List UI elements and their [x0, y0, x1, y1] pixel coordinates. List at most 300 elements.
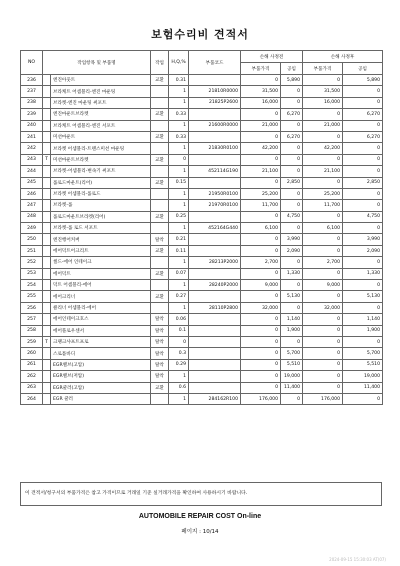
cell-pa: 176,000	[303, 393, 343, 404]
cell-work: 탈착	[151, 348, 169, 359]
cell-no: 255	[21, 291, 43, 302]
cell-t	[43, 393, 51, 404]
cell-la: 6,270	[343, 131, 383, 142]
table-row	[21, 257, 383, 268]
cell-pa: 0	[303, 268, 343, 279]
cell-no: 245	[21, 177, 43, 188]
cell-work: 교환	[151, 75, 169, 86]
cell-pb: 0	[241, 245, 281, 256]
table-row	[21, 109, 383, 120]
cell-pa: 21,100	[303, 166, 343, 177]
cell-hq: 0.3	[169, 348, 189, 359]
cell-item: 덕트 어셈블리-에어	[51, 280, 151, 291]
cell-no: 259	[21, 336, 43, 347]
table-row	[21, 223, 383, 234]
cell-pb: 0	[241, 131, 281, 142]
document-title: 보험수리비 견적서	[151, 28, 249, 41]
cell-pb: 9,000	[241, 280, 281, 291]
cell-lb: 5,130	[281, 291, 303, 302]
cell-pa: 0	[303, 245, 343, 256]
cell-pa: 31,500	[303, 86, 343, 97]
cell-pb: 6,100	[241, 223, 281, 234]
cell-la: 0	[343, 188, 383, 199]
cell-pb: 0	[241, 109, 281, 120]
cell-hq: 0	[169, 154, 189, 165]
col-no: NO	[21, 51, 43, 75]
estimate-table	[20, 50, 383, 405]
col-code: 부품코드	[189, 51, 241, 75]
cell-pb: 25,200	[241, 188, 281, 199]
cell-pa: 32,000	[303, 302, 343, 313]
cell-code: 28213P2000	[189, 257, 241, 268]
cell-item: EGR쿨러(고압)	[51, 382, 151, 393]
cell-hq: 0.07	[169, 268, 189, 279]
cell-item: 브라켓 어셈블리-트랜스미션 마운팅	[51, 143, 151, 154]
cell-hq: 1	[169, 393, 189, 404]
cell-hq: 0.33	[169, 131, 189, 142]
cell-hq: 1	[169, 223, 189, 234]
cell-pb: 0	[241, 382, 281, 393]
cell-work: 교환	[151, 268, 169, 279]
cell-item: 에어크리너	[51, 291, 151, 302]
cell-code: 452114G190	[189, 166, 241, 177]
cell-hq: 1	[169, 302, 189, 313]
cell-pa: 0	[303, 325, 343, 336]
cell-t	[43, 257, 51, 268]
col-after-labor: 공임	[343, 63, 383, 75]
cell-hq: 0.27	[169, 291, 189, 302]
cell-la: 2,850	[343, 177, 383, 188]
cell-work	[151, 200, 169, 211]
cell-la: 0	[343, 393, 383, 404]
table-row	[21, 188, 383, 199]
cell-la: 0	[343, 280, 383, 291]
cell-pb: 0	[241, 336, 281, 347]
cell-la: 0	[343, 86, 383, 97]
cell-item: 브라켓-엔진 마운팅 써포트	[51, 97, 151, 108]
cell-item: 엔진마운트브라켓	[51, 109, 151, 120]
cell-no: 241	[21, 131, 43, 142]
cell-la: 19,000	[343, 371, 383, 382]
cell-work	[151, 143, 169, 154]
cell-work	[151, 120, 169, 131]
cell-code	[189, 154, 241, 165]
cell-pa: 0	[303, 211, 343, 222]
cell-hq: 1	[169, 166, 189, 177]
cell-la: 0	[343, 154, 383, 165]
cell-la: 5,130	[343, 291, 383, 302]
col-after: 손해 사정후	[303, 51, 383, 63]
cell-no: 258	[21, 325, 43, 336]
cell-t	[43, 234, 51, 245]
table-row	[21, 291, 383, 302]
cell-pa: 0	[303, 177, 343, 188]
cell-lb: 0	[281, 280, 303, 291]
cell-code: 284162R100	[189, 393, 241, 404]
table-row	[21, 268, 383, 279]
cell-t	[43, 291, 51, 302]
cell-pa: 25,200	[303, 188, 343, 199]
cell-pa: 2,700	[303, 257, 343, 268]
cell-la: 0	[343, 97, 383, 108]
cell-code	[189, 348, 241, 359]
table-row	[21, 382, 383, 393]
cell-lb: 0	[281, 302, 303, 313]
cell-t	[43, 348, 51, 359]
cell-no: 261	[21, 359, 43, 370]
cell-la: 0	[343, 302, 383, 313]
cell-no: 262	[21, 371, 43, 382]
cell-pb: 42,200	[241, 143, 281, 154]
cell-la: 3,990	[343, 234, 383, 245]
table-row	[21, 280, 383, 291]
col-item: 작업항목 및 부품명	[43, 51, 151, 75]
cell-item: EGR 쿨러	[51, 393, 151, 404]
cell-item: 브라켓-어셈블리-변속기 써포트	[51, 166, 151, 177]
cell-pa: 0	[303, 314, 343, 325]
cell-lb: 0	[281, 257, 303, 268]
cell-hq: 1	[169, 257, 189, 268]
cell-work: 탈착	[151, 314, 169, 325]
cell-pb: 0	[241, 314, 281, 325]
cell-pa: 0	[303, 382, 343, 393]
cell-hq: 1	[169, 120, 189, 131]
cell-no: 254	[21, 280, 43, 291]
cell-hq: 0.6	[169, 382, 189, 393]
cell-work	[151, 166, 169, 177]
cell-item: EGR밸브(저압)	[51, 371, 151, 382]
cell-code	[189, 131, 241, 142]
cell-no: 240	[21, 120, 43, 131]
cell-no: 247	[21, 200, 43, 211]
cell-work	[151, 257, 169, 268]
cell-hq: 0.1	[169, 325, 189, 336]
cell-t	[43, 200, 51, 211]
table-body	[21, 75, 383, 405]
cell-code	[189, 314, 241, 325]
table-row	[21, 359, 383, 370]
cell-pb: 0	[241, 371, 281, 382]
cell-work: 교환	[151, 131, 169, 142]
cell-no: 239	[21, 109, 43, 120]
cell-hq: 0	[169, 336, 189, 347]
cell-t	[43, 211, 51, 222]
cell-code	[189, 245, 241, 256]
cell-t	[43, 382, 51, 393]
cell-t	[43, 314, 51, 325]
cell-no: 246	[21, 188, 43, 199]
cell-work: 교환	[151, 245, 169, 256]
table-row	[21, 154, 383, 165]
cell-lb: 6,270	[281, 131, 303, 142]
cell-no: 253	[21, 268, 43, 279]
cell-code	[189, 109, 241, 120]
cell-code: 21600R0000	[189, 120, 241, 131]
cell-no: 251	[21, 245, 43, 256]
cell-pa: 0	[303, 291, 343, 302]
cell-hq: 1	[169, 371, 189, 382]
cell-pb: 21,000	[241, 120, 281, 131]
cell-code: 21830R0100	[189, 143, 241, 154]
cell-no: 249	[21, 223, 43, 234]
cell-pa: 0	[303, 131, 343, 142]
cell-t	[43, 280, 51, 291]
cell-lb: 0	[281, 86, 303, 97]
table-row	[21, 97, 383, 108]
table-row	[21, 200, 383, 211]
cell-lb: 2,850	[281, 177, 303, 188]
cell-code: 21950R0100	[189, 188, 241, 199]
cell-hq: 1	[169, 200, 189, 211]
table-row	[21, 75, 383, 86]
table-row	[21, 302, 383, 313]
cell-lb: 19,000	[281, 371, 303, 382]
cell-t	[43, 166, 51, 177]
table-row	[21, 325, 383, 336]
page-number: 페이지 : 10/14	[181, 529, 219, 535]
table-row	[21, 245, 383, 256]
cell-lb: 0	[281, 188, 303, 199]
cell-lb: 6,270	[281, 109, 303, 120]
cell-code	[189, 268, 241, 279]
cell-lb: 0	[281, 97, 303, 108]
cell-hq: 1	[169, 97, 189, 108]
col-before: 손해 사정전	[241, 51, 303, 63]
cell-hq: 0.31	[169, 75, 189, 86]
cell-lb: 0	[281, 143, 303, 154]
cell-la: 5,510	[343, 359, 383, 370]
cell-code	[189, 371, 241, 382]
cell-no: 248	[21, 211, 43, 222]
cell-item: 미션마운트브라켓	[51, 154, 151, 165]
cell-lb: 3,990	[281, 234, 303, 245]
cell-pa: 11,700	[303, 200, 343, 211]
cell-code: 21970R0100	[189, 200, 241, 211]
cell-hq: 1	[169, 280, 189, 291]
cell-item: 에어덕트어크리트	[51, 245, 151, 256]
cell-pb: 2,700	[241, 257, 281, 268]
cell-pb: 0	[241, 359, 281, 370]
cell-code	[189, 291, 241, 302]
table-row	[21, 336, 383, 347]
cell-item: 롤로드마운트브라켓(리어)	[51, 211, 151, 222]
cell-lb: 4,750	[281, 211, 303, 222]
cell-pb: 0	[241, 234, 281, 245]
cell-la: 1,330	[343, 268, 383, 279]
cell-pa: 0	[303, 75, 343, 86]
cell-pb: 0	[241, 154, 281, 165]
cell-code	[189, 325, 241, 336]
cell-pa: 0	[303, 359, 343, 370]
cell-t	[43, 223, 51, 234]
cell-lb: 5,510	[281, 359, 303, 370]
cell-pa: 0	[303, 109, 343, 120]
cell-item: 엔진행어커버	[51, 234, 151, 245]
cell-item: 브라켓 어셈블리-롤로드	[51, 188, 151, 199]
cell-pa: 42,200	[303, 143, 343, 154]
cell-t	[43, 359, 51, 370]
footer-stamp: 2024-09-15 15:30:03 AT(07)	[329, 557, 386, 562]
cell-code	[189, 359, 241, 370]
table-row	[21, 234, 383, 245]
cell-pa: 0	[303, 336, 343, 347]
cell-t	[43, 371, 51, 382]
cell-t	[43, 325, 51, 336]
cell-work	[151, 86, 169, 97]
cell-lb: 1,900	[281, 325, 303, 336]
table-header	[21, 51, 383, 75]
cell-lb: 1,140	[281, 314, 303, 325]
cell-pb: 11,700	[241, 200, 281, 211]
cell-no: 238	[21, 97, 43, 108]
cell-la: 0	[343, 336, 383, 347]
cell-lb: 0	[281, 166, 303, 177]
cell-item: 에어덕트	[51, 268, 151, 279]
cell-pa: 0	[303, 371, 343, 382]
cell-work: 교환	[151, 291, 169, 302]
col-before-labor: 공임	[281, 63, 303, 75]
cell-item: 크랭크샤프트프로	[51, 336, 151, 347]
col-work: 작업	[151, 51, 169, 75]
cell-la: 1,140	[343, 314, 383, 325]
cell-work	[151, 302, 169, 313]
cell-code	[189, 234, 241, 245]
table-row	[21, 143, 383, 154]
cell-pb: 21,100	[241, 166, 281, 177]
cell-item: 엔진아웃트	[51, 75, 151, 86]
cell-item: 에어플로우센서	[51, 325, 151, 336]
cell-hq: 1	[169, 143, 189, 154]
cell-la: 6,270	[343, 109, 383, 120]
cell-no: 244	[21, 166, 43, 177]
cell-item: 브라케트 어셈블리-엔진 마운팅	[51, 86, 151, 97]
cell-work: 교환	[151, 382, 169, 393]
cell-code	[189, 177, 241, 188]
cell-hq: 0.11	[169, 245, 189, 256]
cell-item: 스로틀바디	[51, 348, 151, 359]
cell-item: 브라켓-롤 로드 서포트	[51, 223, 151, 234]
cell-item: 씰드-에어 인테이크	[51, 257, 151, 268]
cell-no: 250	[21, 234, 43, 245]
cell-la: 11,400	[343, 382, 383, 393]
cell-code: 28240P2000	[189, 280, 241, 291]
cell-code	[189, 336, 241, 347]
cell-lb: 2,090	[281, 245, 303, 256]
cell-t: T	[43, 336, 51, 347]
cell-lb: 0	[281, 200, 303, 211]
cell-t	[43, 120, 51, 131]
cell-lb: 1,330	[281, 268, 303, 279]
cell-lb: 0	[281, 223, 303, 234]
cell-pa: 0	[303, 348, 343, 359]
cell-work: 탈착	[151, 359, 169, 370]
cell-work	[151, 223, 169, 234]
table-row	[21, 177, 383, 188]
cell-la: 5,890	[343, 75, 383, 86]
col-hqty: H,Q,%	[169, 51, 189, 75]
cell-hq: 0.06	[169, 314, 189, 325]
cell-lb: 5,700	[281, 348, 303, 359]
cell-hq: 1	[169, 86, 189, 97]
cell-work: 탈착	[151, 336, 169, 347]
table-row	[21, 211, 383, 222]
cell-hq: 0.29	[169, 359, 189, 370]
cell-t	[43, 188, 51, 199]
cell-work	[151, 393, 169, 404]
table-row	[21, 348, 383, 359]
cell-no: 252	[21, 257, 43, 268]
cell-code: 21810R0000	[189, 86, 241, 97]
table-row	[21, 393, 383, 404]
cell-t	[43, 268, 51, 279]
cell-t	[43, 302, 51, 313]
cell-code: 21825P2600	[189, 97, 241, 108]
cell-lb: 11,400	[281, 382, 303, 393]
table-row	[21, 131, 383, 142]
cell-pa: 9,000	[303, 280, 343, 291]
cell-t	[43, 109, 51, 120]
cell-t	[43, 177, 51, 188]
cell-code: 452164G440	[189, 223, 241, 234]
cell-work: 교환	[151, 177, 169, 188]
cell-item: 롤로드마운트(리어)	[51, 177, 151, 188]
cell-hq: 0.25	[169, 211, 189, 222]
cell-work: 탈착	[151, 234, 169, 245]
cell-t	[43, 245, 51, 256]
cell-work: 교환	[151, 154, 169, 165]
cell-no: 243	[21, 154, 43, 165]
cell-t	[43, 86, 51, 97]
cell-la: 2,090	[343, 245, 383, 256]
cell-no: 256	[21, 302, 43, 313]
cell-code	[189, 211, 241, 222]
cell-pb: 0	[241, 75, 281, 86]
col-before-part-price: 부품가격	[241, 63, 281, 75]
cell-no: 264	[21, 393, 43, 404]
cell-no: 236	[21, 75, 43, 86]
cell-no: 260	[21, 348, 43, 359]
table-row	[21, 314, 383, 325]
cell-la: 4,750	[343, 211, 383, 222]
cell-item: EGR밸브(고압)	[51, 359, 151, 370]
table-row	[21, 371, 383, 382]
table-row	[21, 120, 383, 131]
cell-item: 미션마운트	[51, 131, 151, 142]
cell-pb: 0	[241, 268, 281, 279]
cell-pb: 32,000	[241, 302, 281, 313]
cell-la: 0	[343, 166, 383, 177]
cell-lb: 5,890	[281, 75, 303, 86]
cell-item: 에어인테이크호스	[51, 314, 151, 325]
cell-la: 0	[343, 223, 383, 234]
cell-no: 263	[21, 382, 43, 393]
cell-code	[189, 382, 241, 393]
cell-pb: 0	[241, 291, 281, 302]
cell-lb: 0	[281, 336, 303, 347]
cell-hq: 0.15	[169, 177, 189, 188]
cell-pa: 16,000	[303, 97, 343, 108]
cell-pb: 0	[241, 211, 281, 222]
cell-pb: 176,000	[241, 393, 281, 404]
cell-la: 0	[343, 200, 383, 211]
cell-no: 257	[21, 314, 43, 325]
cell-work: 탈착	[151, 325, 169, 336]
cell-pa: 21,000	[303, 120, 343, 131]
cell-hq: 0.21	[169, 234, 189, 245]
cell-pa: 6,100	[303, 223, 343, 234]
cell-code	[189, 75, 241, 86]
cell-pb: 0	[241, 177, 281, 188]
